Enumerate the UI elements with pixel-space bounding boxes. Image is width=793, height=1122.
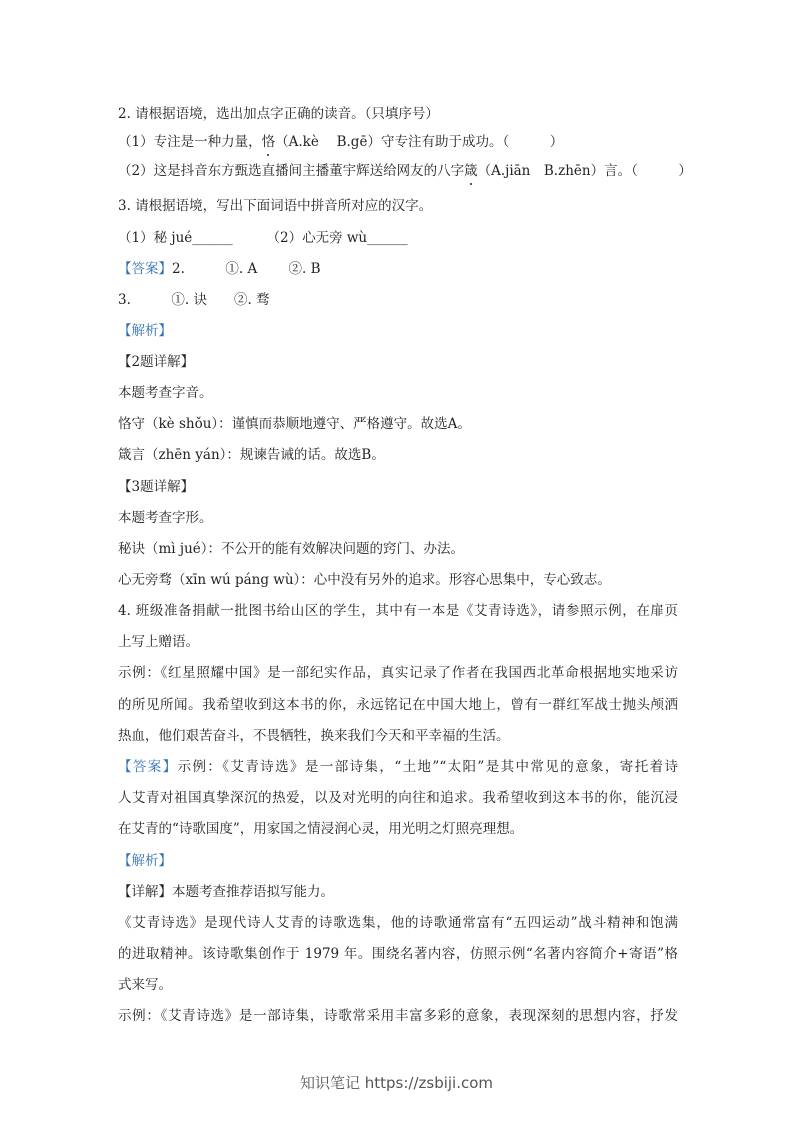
answer-tag: 【答案】 <box>118 759 178 775</box>
answer-line: 在艾青的“诗歌国度”，用家国之情浸润心灵，用光明之灯照亮理想。 <box>118 821 524 837</box>
q3-detail-line: 本题考查字形。 <box>118 510 213 526</box>
question-3-title: 3. 请根据语境，写出下面词语中拼音所对应的汉字。 <box>118 198 433 214</box>
answer-line: 人艾青对祖国真挚深沉的热爱，以及对光明的向往和追求。我希望收到这本书的你，能沉浸 <box>118 790 678 806</box>
q2-detail-line: 本题考查字音。 <box>118 385 213 401</box>
answer-line <box>118 758 678 776</box>
question-4-line: 上写上赠语。 <box>118 634 199 650</box>
item-text: （A.jiān B.zhēn）言。（ ） <box>477 163 692 179</box>
answer-line-2: 3. ①. 诀 ②. 骛 <box>118 292 270 308</box>
example-line: 热血，他们艰苦奋斗，不畏牺牲，换来我们今天和平幸福的生活。 <box>118 728 510 744</box>
item-text: （2）这是抖音东方甄选直播间主播董宇辉送给网友的八字 <box>118 163 465 179</box>
analysis-tag: 【解析】 <box>118 323 172 339</box>
question-4-line: 4. 班级准备捐献一批图书给山区的学生，其中有一本是《艾青诗选》，请参照示例，在扉页 <box>118 603 678 619</box>
question-2-title: 2. 请根据语境，选出加点字正确的读音。（只填序号） <box>118 106 439 122</box>
example-line: 示例：《红星照耀中国》是一部纪实作品，真实记录了作者在我国西北革命根据地实地采访 <box>118 665 678 681</box>
analysis-paragraph-line: 的进取精神。该诗歌集创作于 1979 年。围绕名著内容，仿照示例“名著内容简介+寄语”格 <box>118 946 678 962</box>
q2-detail-heading: 【2题详解】 <box>118 354 195 370</box>
q3-detail-heading: 【3题详解】 <box>118 479 195 495</box>
q3-detail-line: 秘诀（mì jué）：不公开的能有效解决问题的窍门、办法。 <box>118 541 465 557</box>
analysis-paragraph-line: 式来写。 <box>118 977 172 993</box>
item-text: （A.kè B.gē）守专注有助于成功。（ ） <box>275 134 564 150</box>
analysis-tag: 【解析】 <box>118 853 172 869</box>
detail-line <box>118 883 678 901</box>
example-line: 的所见所闻。我希望收到这本书的你，永远铭记在中国大地上，曾有一群红军战士抛头颅洒 <box>118 697 678 713</box>
detail-text: 本题考查推荐语拟写能力。 <box>172 884 334 900</box>
question-3-items: （1）秘 jué______ （2）心无旁 wù______ <box>118 230 408 246</box>
q2-detail-line: 恪守（kè shǒu）：谨慎而恭顺地遵守、严格遵守。故选A。 <box>118 416 471 432</box>
item-text: （1）专注是一种力量， <box>118 134 262 150</box>
dotted-character: 恪 <box>261 134 276 150</box>
analysis-paragraph-line: 示例：《艾青诗选》是一部诗集，诗歌常采用丰富多彩的意象，表现深刻的思想内容，抒发 <box>118 1008 678 1024</box>
answer-text: 示例：《艾青诗选》是一部诗集，“土地”“太阳”是其中常见的意象，寄托着诗 <box>177 759 678 775</box>
q2-detail-line: 箴言（zhēn yán）：规谏告诫的话。故选B。 <box>118 447 385 463</box>
detail-tag: 【详解】 <box>118 884 172 900</box>
answer-text: 2. ①. A ②. B <box>172 261 321 277</box>
footer-watermark: 知识笔记 https://zsbiji.com <box>299 1074 494 1092</box>
analysis-paragraph-line: 《艾青诗选》是现代诗人艾青的诗歌选集，他的诗歌通常富有“五四运动”战斗精神和饱满 <box>118 915 678 931</box>
q3-detail-line: 心无旁骛（xīn wú páng wù）：心中没有另外的追求。形容心思集中，专心致志。 <box>118 572 611 588</box>
question-2-item-1 <box>118 133 678 151</box>
answer-tag: 【答案】 <box>118 261 172 277</box>
question-2-item-2 <box>118 162 692 180</box>
answer-line-1 <box>118 260 678 278</box>
dotted-character: 箴 <box>464 163 478 179</box>
